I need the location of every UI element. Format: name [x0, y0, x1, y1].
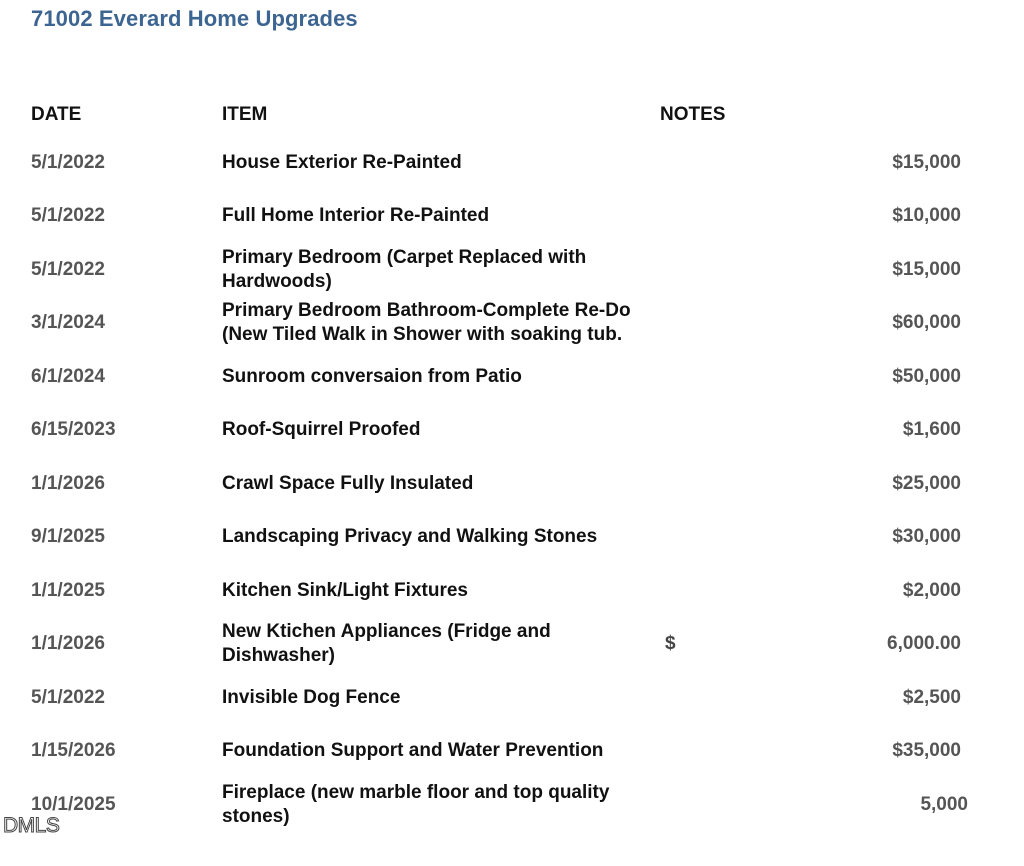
row-amount: $2,500: [902, 686, 961, 708]
table-row: [0, 778, 1024, 832]
row-item: New Ktichen Appliances (Fridge and Dishwasher): [222, 621, 551, 667]
row-amount: 5,000: [920, 793, 968, 815]
row-notes: [665, 671, 695, 725]
header-notes: NOTES: [660, 104, 726, 125]
row-amount: $25,000: [892, 472, 961, 494]
row-amount: $50,000: [892, 365, 961, 387]
row-date: 1/1/2025: [31, 579, 105, 601]
row-date: 5/1/2022: [31, 205, 105, 227]
row-amount: $30,000: [892, 526, 961, 548]
row-date: 1/1/2026: [31, 633, 105, 655]
row-notes: [665, 404, 695, 458]
row-item: Sunroom conversaion from Patio: [222, 365, 522, 387]
row-item: Fireplace (new marble floor and top quality stones): [222, 781, 610, 827]
row-notes: [665, 297, 695, 351]
upgrades-table: [0, 136, 1024, 832]
row-item: Roof-Squirrel Proofed: [222, 419, 421, 441]
table-row: [0, 618, 1024, 672]
table-header: [0, 104, 1024, 130]
row-item: Kitchen Sink/Light Fixtures: [222, 579, 468, 601]
table-row: [0, 297, 1024, 351]
row-notes: [665, 778, 695, 832]
row-item: Landscaping Privacy and Walking Stones: [222, 526, 598, 548]
table-row: [0, 511, 1024, 565]
row-notes: [665, 511, 695, 565]
row-notes: [665, 725, 695, 779]
row-notes: [665, 136, 695, 190]
page-title: 71002 Everard Home Upgrades: [31, 6, 358, 31]
row-date: 1/1/2026: [31, 472, 105, 494]
row-amount: $10,000: [892, 205, 961, 227]
row-item: House Exterior Re-Painted: [222, 151, 462, 173]
table-row: [0, 457, 1024, 511]
table-row: [0, 136, 1024, 190]
row-item: Primary Bedroom Bathroom-Complete Re-Do (New Tiled Walk in Shower with soaking tub.: [222, 300, 631, 346]
row-item: Foundation Support and Water Prevention: [222, 740, 604, 762]
row-date: 6/1/2024: [31, 365, 105, 387]
row-item: Primary Bedroom (Carpet Replaced with Hardwoods): [222, 246, 587, 292]
table-row: [0, 564, 1024, 618]
mls-watermark: DMLS: [3, 814, 60, 837]
row-notes: [665, 457, 695, 511]
header-date: DATE: [31, 104, 82, 125]
row-amount: $1,600: [902, 419, 961, 441]
table-row: [0, 671, 1024, 725]
row-item: Crawl Space Fully Insulated: [222, 472, 474, 494]
row-item: Full Home Interior Re-Painted: [222, 205, 490, 227]
row-date: 5/1/2022: [31, 151, 105, 173]
row-amount: $60,000: [892, 312, 961, 334]
row-date: 5/1/2022: [31, 686, 105, 708]
row-item: Invisible Dog Fence: [222, 686, 401, 708]
row-date: 5/1/2022: [31, 258, 105, 280]
row-date: 10/1/2025: [31, 793, 116, 815]
row-amount: 6,000.00: [887, 633, 961, 655]
row-amount: $15,000: [892, 151, 961, 173]
row-amount: $2,000: [902, 579, 961, 601]
row-notes: [665, 190, 695, 244]
row-notes: $: [665, 633, 676, 655]
table-row: [0, 725, 1024, 779]
row-date: 1/15/2026: [31, 740, 116, 762]
row-date: 3/1/2024: [31, 312, 105, 334]
header-item: ITEM: [222, 104, 268, 125]
row-date: 6/15/2023: [31, 419, 116, 441]
table-row: [0, 243, 1024, 297]
row-amount: $35,000: [892, 740, 961, 762]
row-notes: [665, 243, 695, 297]
row-notes: [665, 350, 695, 404]
table-row: [0, 190, 1024, 244]
table-row: [0, 350, 1024, 404]
row-amount: $15,000: [892, 258, 961, 280]
row-date: 9/1/2025: [31, 526, 105, 548]
table-row: [0, 404, 1024, 458]
row-notes: [665, 564, 695, 618]
